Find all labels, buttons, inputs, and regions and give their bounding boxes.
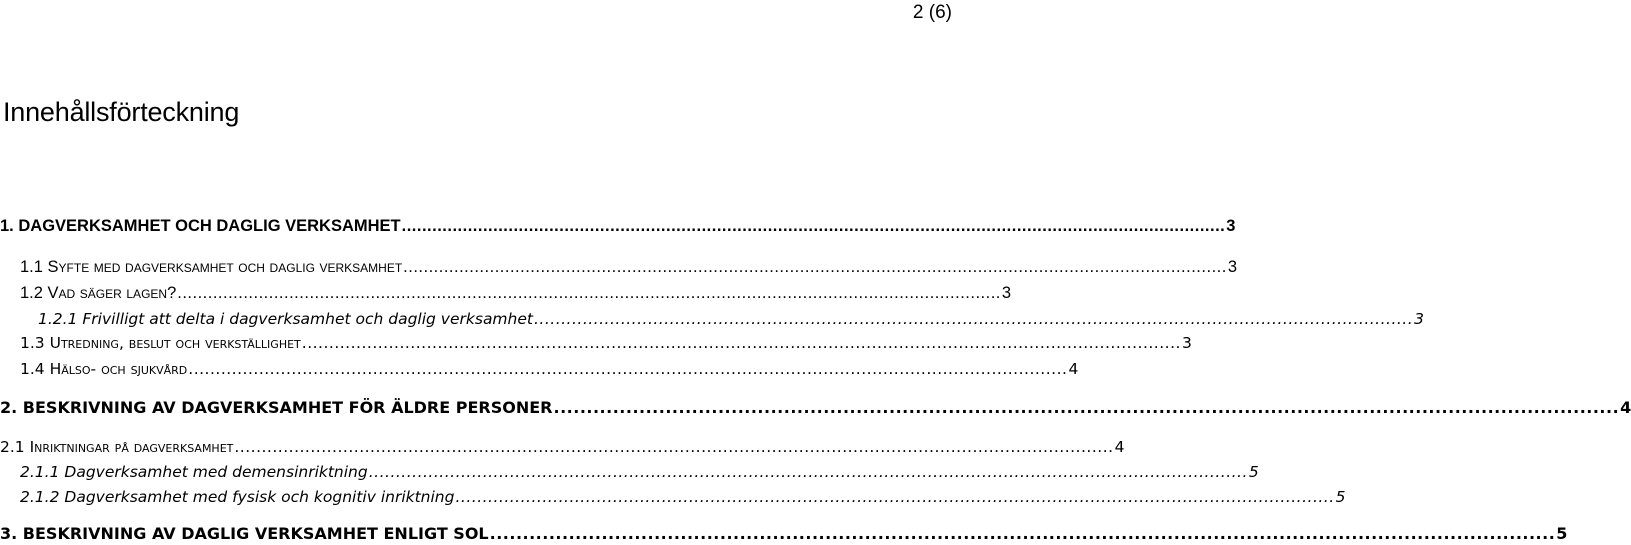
toc-entry-number: 1.2 bbox=[20, 284, 43, 302]
toc-entry-page: 4 bbox=[1620, 398, 1631, 417]
toc-entry-title: Syfte med dagverksamhet och daglig verksamhet bbox=[47, 258, 403, 276]
toc-entry-1-4[interactable] bbox=[20, 358, 1079, 380]
toc-entry-page: 5 bbox=[1248, 463, 1259, 481]
toc-entry-1-2[interactable] bbox=[20, 282, 1012, 304]
toc-heading: Innehållsförteckning bbox=[3, 97, 240, 127]
toc-entry-page: 3 bbox=[1414, 310, 1425, 328]
toc-entry-page: 3 bbox=[1001, 284, 1012, 302]
toc-entry-2-1[interactable] bbox=[0, 436, 1125, 458]
toc-entry-1[interactable] bbox=[0, 215, 1236, 237]
toc-entry-2-1-2[interactable] bbox=[20, 486, 1346, 508]
toc-entry-title: Dagverksamhet med fysisk och kognitiv inriktning bbox=[64, 488, 455, 506]
toc-entry-number: 1.1 bbox=[20, 258, 43, 276]
dot-leader: .................................................................................................................................................................. bbox=[301, 334, 1181, 352]
dot-leader: .................................................................................................................................................................. bbox=[489, 524, 1556, 543]
dot-leader: .................................................................................................................................................................. bbox=[188, 360, 1068, 378]
dot-leader: .................................................................................................................................................................. bbox=[403, 258, 1227, 276]
toc-entry-page: 5 bbox=[1556, 524, 1568, 543]
dot-leader: .................................................................................................................................................................. bbox=[177, 284, 1001, 302]
toc-entry-title: Dagverksamhet med demensinriktning bbox=[64, 463, 368, 481]
toc-entry-1-3[interactable] bbox=[20, 332, 1192, 354]
toc-entry-number: 1.4 bbox=[20, 360, 45, 378]
toc-entry-page: 4 bbox=[1114, 438, 1125, 456]
toc-entry-number: 2.1.1 bbox=[20, 463, 60, 481]
toc-entry-page: 3 bbox=[1227, 258, 1238, 276]
toc-entry-page: 3 bbox=[1181, 334, 1192, 352]
dot-leader: .................................................................................................................................................................. bbox=[234, 438, 1114, 456]
page-number: 2 (6) bbox=[912, 2, 952, 23]
toc-entry-title: BESKRIVNING AV DAGVERKSAMHET FÖR ÄLDRE PERSONER bbox=[22, 398, 553, 417]
toc-entry-title: Utredning, beslut och verkställighet bbox=[49, 334, 301, 352]
toc-entry-1-1[interactable] bbox=[20, 256, 1238, 278]
dot-leader: .................................................................................................................................................................. bbox=[553, 398, 1620, 417]
toc-entry-title: Inriktningar på dagverksamhet bbox=[29, 438, 234, 456]
toc-entry-page: 4 bbox=[1068, 360, 1079, 378]
toc-entry-page: 3 bbox=[1226, 217, 1236, 235]
dot-leader: .................................................................................................................................................................. bbox=[368, 463, 1248, 481]
dot-leader: .................................................................................................................................................................. bbox=[455, 488, 1335, 506]
toc-entry-1-2-1[interactable] bbox=[38, 308, 1425, 330]
toc-entry-number: 1.2.1 bbox=[38, 310, 78, 328]
toc-entry-page: 5 bbox=[1335, 488, 1346, 506]
toc-entry-title: BESKRIVNING AV DAGLIG VERKSAMHET ENLIGT SOL bbox=[22, 524, 489, 543]
toc-entry-number: 2. bbox=[0, 398, 18, 417]
toc-entry-2-1-1[interactable] bbox=[20, 461, 1259, 483]
dot-leader: .................................................................................................................................................................. bbox=[533, 310, 1414, 328]
dot-leader: .................................................................................................................................................................. bbox=[401, 217, 1226, 235]
toc-entry-number: 1.3 bbox=[20, 334, 45, 352]
toc-entry-2[interactable] bbox=[0, 397, 1631, 419]
toc-entry-title: Frivilligt att delta i dagverksamhet och daglig verksamhet bbox=[82, 310, 533, 328]
toc-entry-title: Vad säger lagen? bbox=[47, 284, 177, 302]
toc-entry-number: 2.1 bbox=[0, 438, 25, 456]
toc-entry-number: 2.1.2 bbox=[20, 488, 60, 506]
toc-entry-title: DAGVERKSAMHET OCH DAGLIG VERKSAMHET bbox=[18, 217, 401, 235]
toc-entry-number: 3. bbox=[0, 524, 18, 543]
toc-entry-3[interactable] bbox=[0, 523, 1568, 545]
toc-entry-title: Hälso- och sjukvård bbox=[49, 360, 188, 378]
toc-entry-number: 1. bbox=[0, 217, 14, 235]
